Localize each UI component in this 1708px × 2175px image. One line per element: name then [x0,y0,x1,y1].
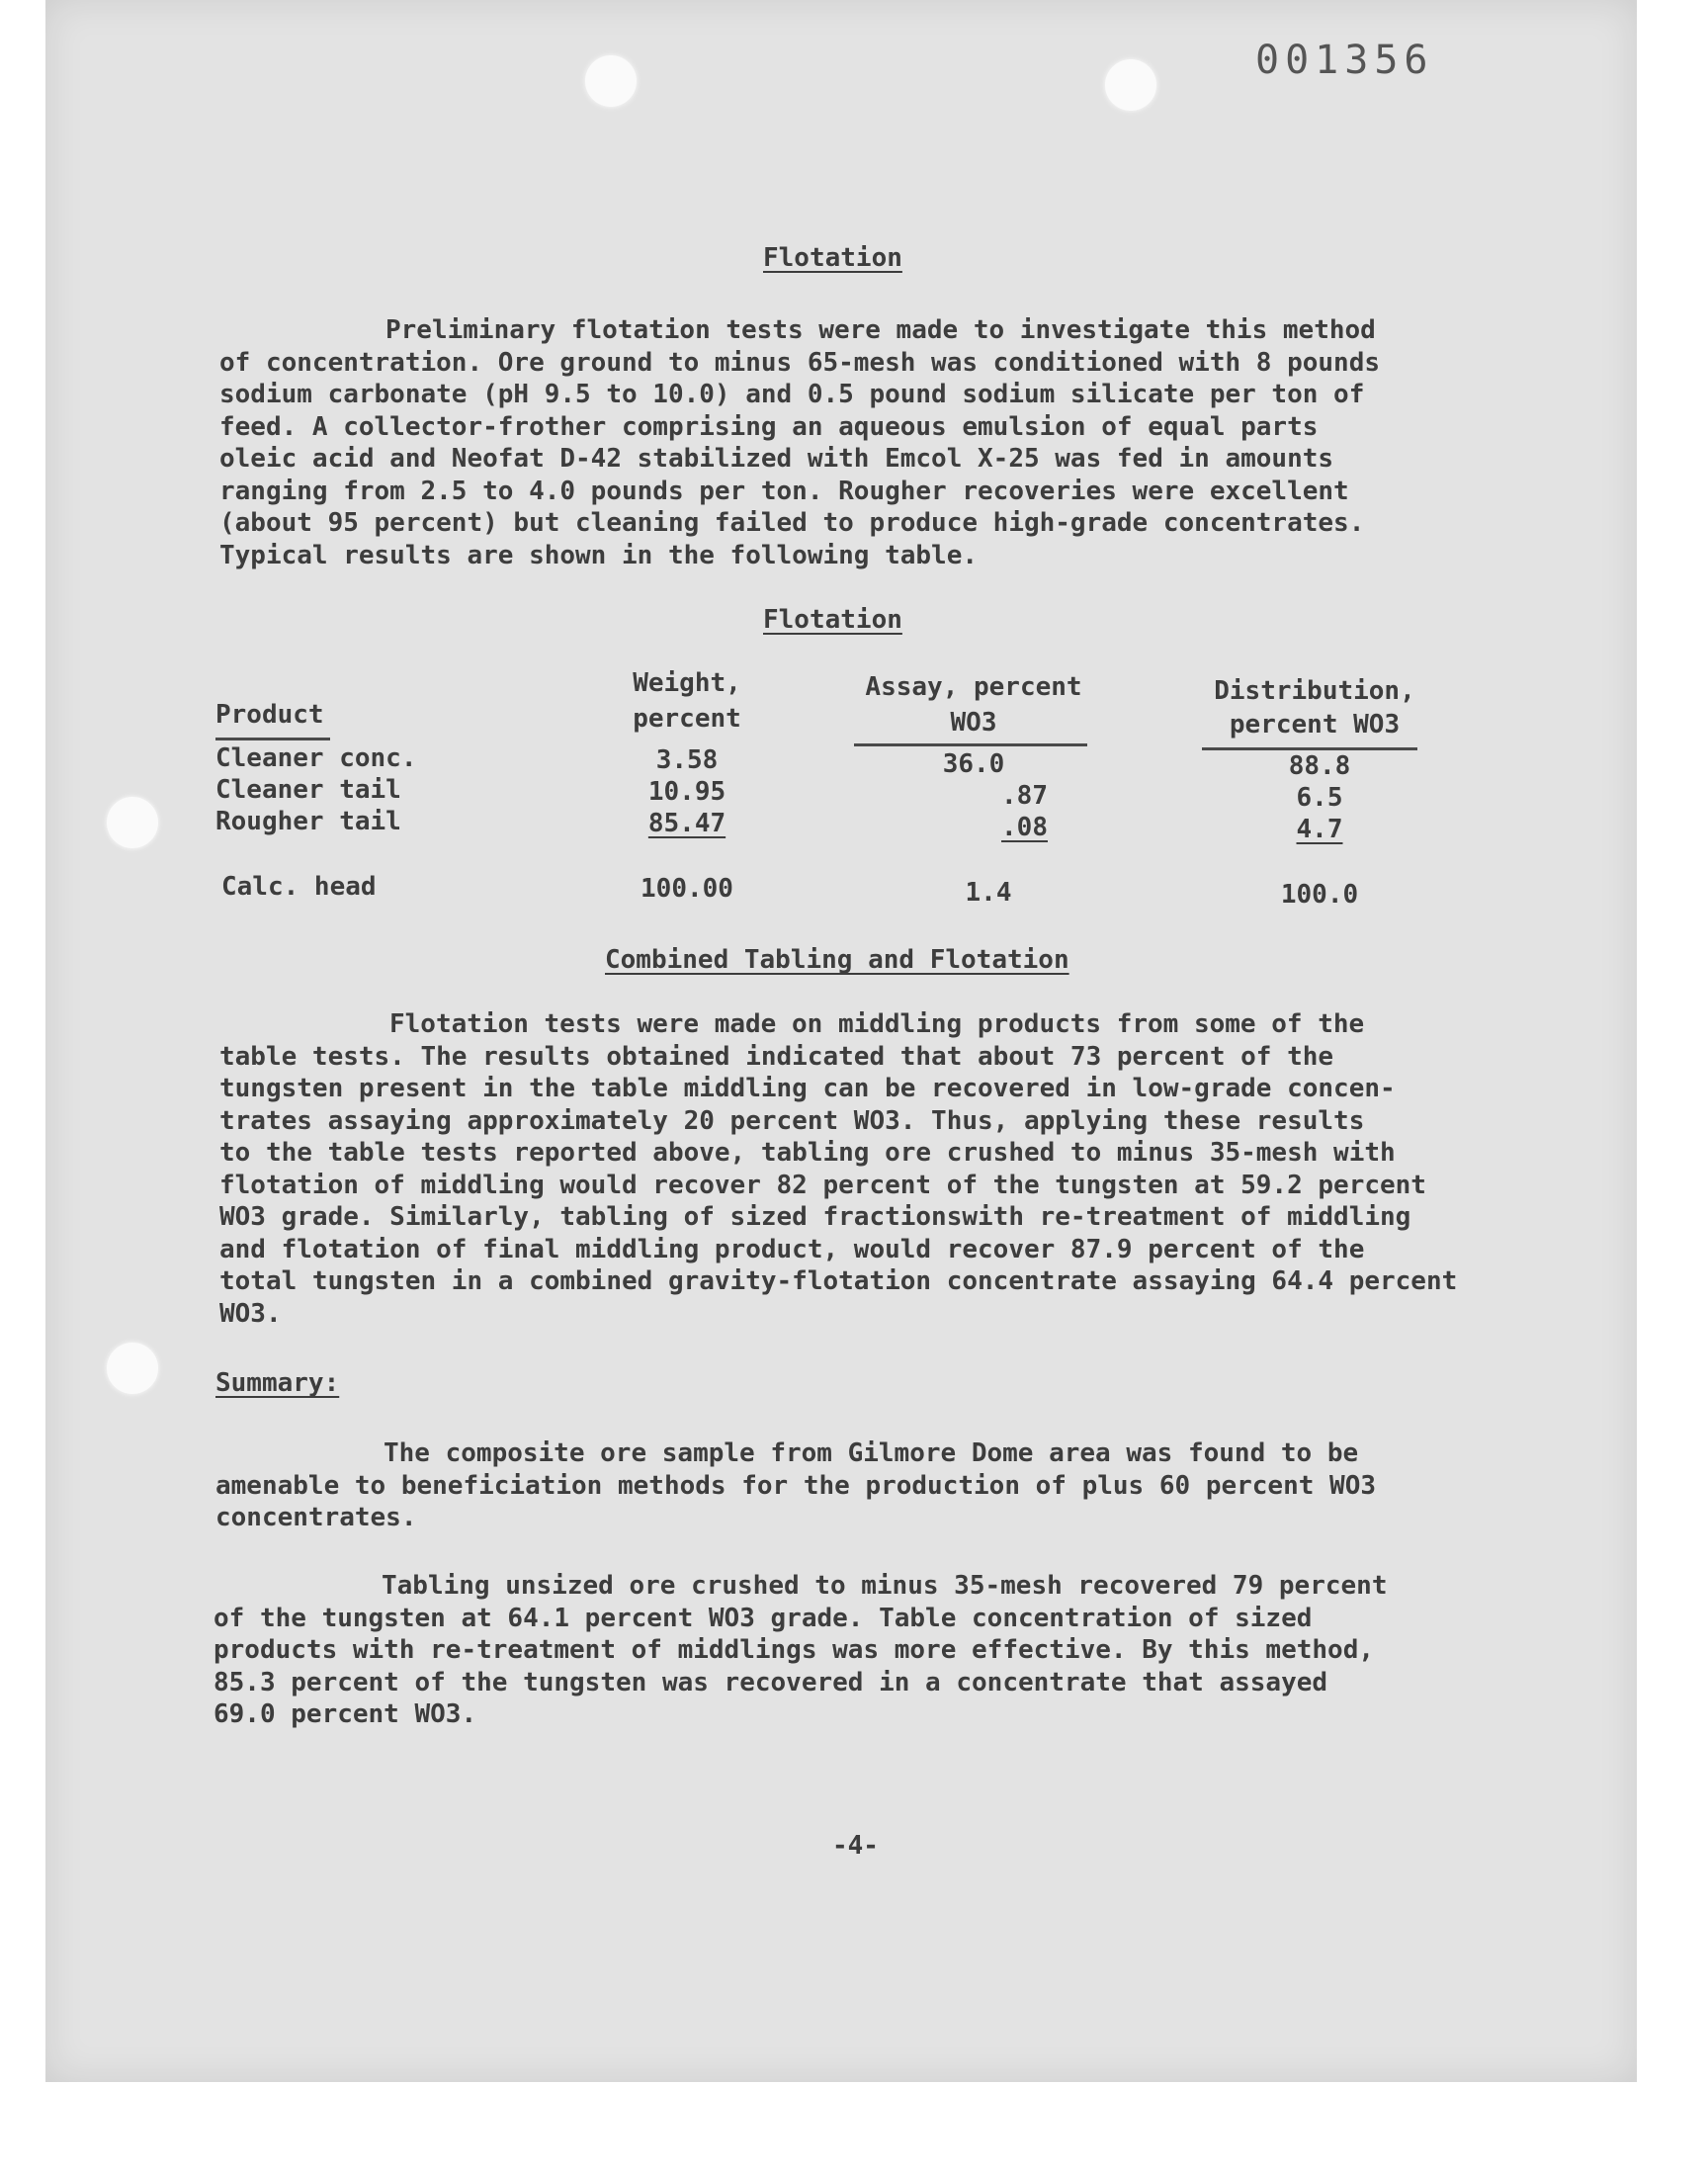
text-line: Flotation tests were made on middling products from some of the [389,1009,1365,1039]
text-line: Preliminary flotation tests were made to investigate this method [385,315,1376,345]
table-cell-product: Cleaner tail [215,775,401,805]
table-cell-weight: 10.95 [647,777,726,807]
table-total-distribution: 100.0 [1280,880,1359,910]
column-header-weight-unit: percent [633,704,741,734]
text-line: sodium carbonate (pH 9.5 to 10.0) and 0.5 pound sodium silicate per ton of [219,380,1365,409]
punch-hole [1105,59,1156,111]
punch-hole [107,1343,158,1394]
header-underline [1202,747,1417,750]
text-line: The composite ore sample from Gilmore Dome area was found to be [384,1438,1359,1468]
text-line: 69.0 percent WO3. [214,1699,477,1729]
text-line: to the table tests reported above, tabling ore crushed to minus 35-mesh with [219,1138,1396,1168]
text-line: amenable to beneficiation methods for the production of plus 60 percent WO3 [215,1470,1376,1501]
summary-heading-text: Summary: [215,1368,340,1398]
text-line: of the tungsten at 64.1 percent WO3 grade. Table concentration of sized [214,1603,1313,1633]
text-line: WO3 grade. Similarly, tabling of sized fractionswith re-treatment of middling [219,1202,1411,1232]
combined-heading: Combined Tabling and Flotation [605,945,1069,975]
punch-hole [107,797,158,848]
table-cell-weight: 85.47 [647,809,726,838]
summary-paragraph-1 [215,1437,1376,1534]
text-line: ranging from 2.5 to 4.0 pounds per ton. Rougher recoveries were excellent [219,476,1349,506]
text-line: total tungsten in a combined gravity-flotation concentrate assaying 64.4 percent [219,1266,1458,1296]
text-line: feed. A collector-frother comprising an aqueous emulsion of equal parts [219,411,1319,442]
text-line: oleic acid and Neofat D-42 stabilized with Emcol X-25 was fed in amounts [219,444,1334,474]
text-line: WO3. [219,1298,282,1329]
text-line: table tests. The results obtained indicated that about 73 percent of the [219,1041,1334,1072]
column-header-distribution: Distribution, [1214,676,1415,706]
summary-paragraph-2 [214,1570,1387,1731]
table-title: Flotation [763,605,902,635]
table-cell-product: Cleaner conc. [215,743,417,773]
combined-paragraph [219,1008,1457,1330]
text-line: 85.3 percent of the tungsten was recovered in a concentrate that assayed [214,1667,1328,1697]
header-underline [854,743,1087,746]
table-cell-weight: 3.58 [655,745,719,775]
text-line: of concentration. Ore ground to minus 65-mesh was conditioned with 8 pounds [219,347,1380,378]
text-line: products with re-treatment of middlings was more effective. By this method, [214,1635,1374,1665]
text-line: flotation of middling would recover 82 percent of the tungsten at 59.2 percent [219,1170,1426,1200]
column-header-assay-unit: WO3 [950,708,997,738]
text-line: and flotation of final middling product, would recover 87.9 percent of the [219,1234,1365,1264]
table-total-product: Calc. head [221,872,377,902]
text-line: (about 95 percent) but cleaning failed to produce high-grade concentrates. [219,508,1365,538]
text-line: Tabling unsized ore crushed to minus 35-mesh recovered 79 percent [382,1571,1388,1601]
table-cell-product: Rougher tail [215,807,401,836]
column-header-assay: Assay, percent [865,672,1082,702]
column-header-product: Product [215,700,324,730]
table-cell-distribution: 4.7 [1296,815,1343,844]
flotation-paragraph [219,314,1380,571]
header-underline [215,738,330,740]
text-line: Typical results are shown in the following table. [219,540,979,570]
page-number: -4- [832,1831,879,1861]
table-cell-assay: .87 [1001,781,1048,811]
text-line: trates assaying approximately 20 percent WO3. Thus, applying these results [219,1105,1365,1136]
text-line: tungsten present in the table middling can be recovered in low-grade concen- [219,1074,1396,1103]
column-header-weight: Weight, [633,668,741,698]
document-number: 001356 [1255,38,1434,83]
table-cell-distribution: 6.5 [1296,783,1343,813]
punch-hole [585,55,637,107]
column-header-distribution-unit: percent WO3 [1229,710,1401,740]
table-cell-assay: .08 [1001,813,1048,842]
text-line: concentrates. [215,1503,417,1532]
flotation-heading: Flotation [763,243,902,273]
summary-heading [215,1368,339,1398]
table-total-weight: 100.00 [640,874,733,904]
table-total-assay: 1.4 [965,878,1012,908]
table-cell-assay: 36.0 [942,749,1005,779]
table-cell-distribution: 88.8 [1288,751,1351,781]
